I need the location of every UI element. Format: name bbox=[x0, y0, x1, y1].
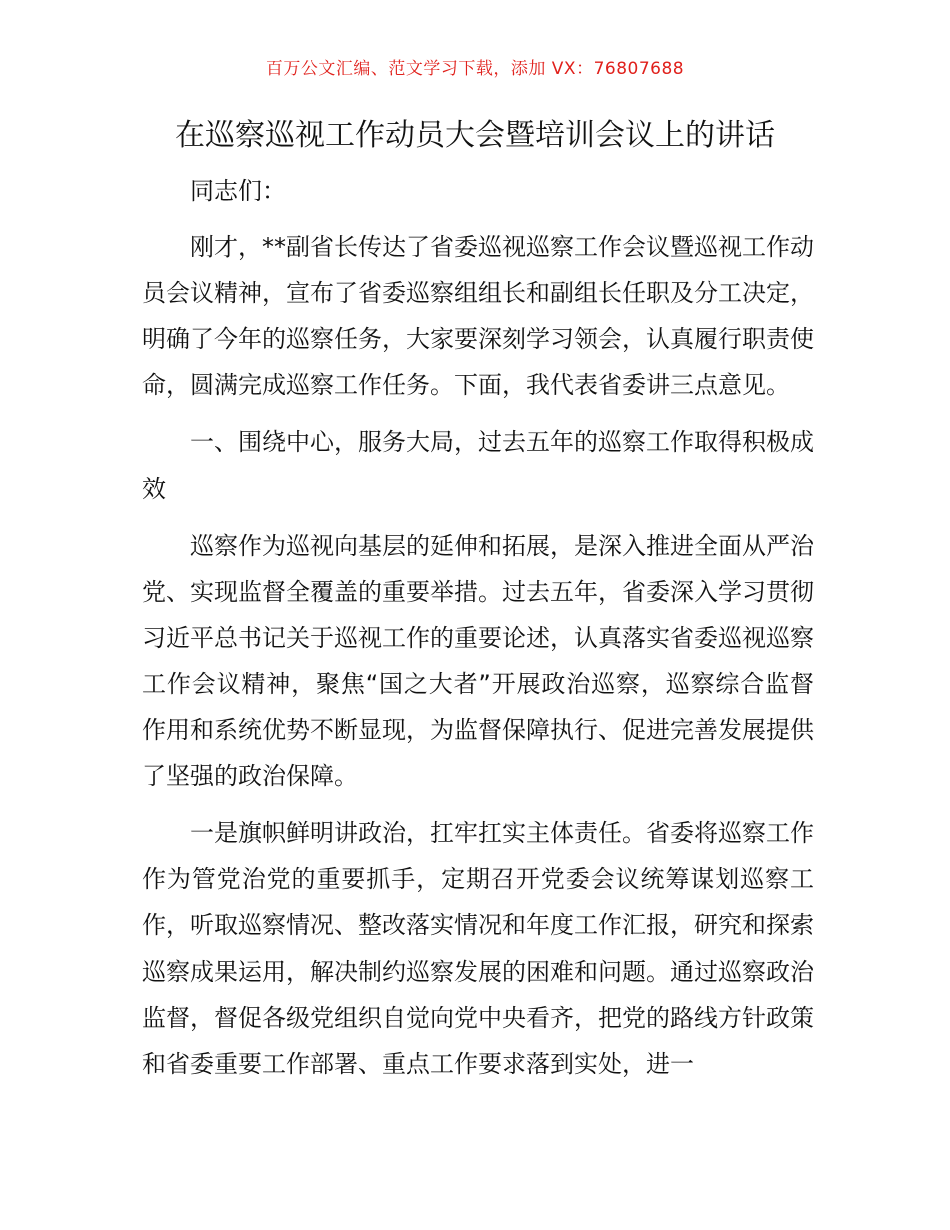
salutation: 同志们： bbox=[190, 177, 286, 205]
document-title: 在巡察巡视工作动员大会暨培训会议上的讲话 bbox=[175, 118, 775, 153]
header-banner: 百万公文汇编、范文学习下载，添加 VX：76807688 bbox=[265, 59, 685, 79]
document-body bbox=[142, 168, 814, 1087]
paragraph-political-responsibility: 一是旗帜鲜明讲政治，扛牢扛实主体责任。省委将巡察工作作为管党治党的重要抓手，定期召开党委会议统筹谋划巡察工作，听取巡察情况、整改落实情况和年度工作汇报，研究和探索巡察成果运用，解决制约巡察发展的困难和问题。通过巡察政治监督，督促各级党组织自觉向党中央看齐，把党的路线方针政策和省委重要工作部署、重点工作要求落到实处，进一 bbox=[142, 819, 814, 1078]
paragraph-inspection-overview: 巡察作为巡视向基层的延伸和拓展，是深入推进全面从严治党、实现监督全覆盖的重要举措。过去五年，省委深入学习贯彻习近平总书记关于巡视工作的重要论述，认真落实省委巡视巡察工作会议精神，聚焦“国之大者”开展政治巡察，巡察综合监督作用和系统优势不断显现，为监督保障执行、促进完善发展提供了坚强的政治保障。 bbox=[142, 531, 814, 791]
section-heading-1: 一、围绕中心，服务大局，过去五年的巡察工作取得积极成效 bbox=[142, 428, 814, 503]
paragraph-opening: 刚才，**副省长传达了省委巡视巡察工作会议暨巡视工作动员会议精神，宣布了省委巡察组组长和副组长任职及分工决定，明确了今年的巡察任务，大家要深刻学习领会，认真履行职责使命，圆满完成巡察工作任务。下面，我代表省委讲三点意见。 bbox=[142, 233, 814, 400]
